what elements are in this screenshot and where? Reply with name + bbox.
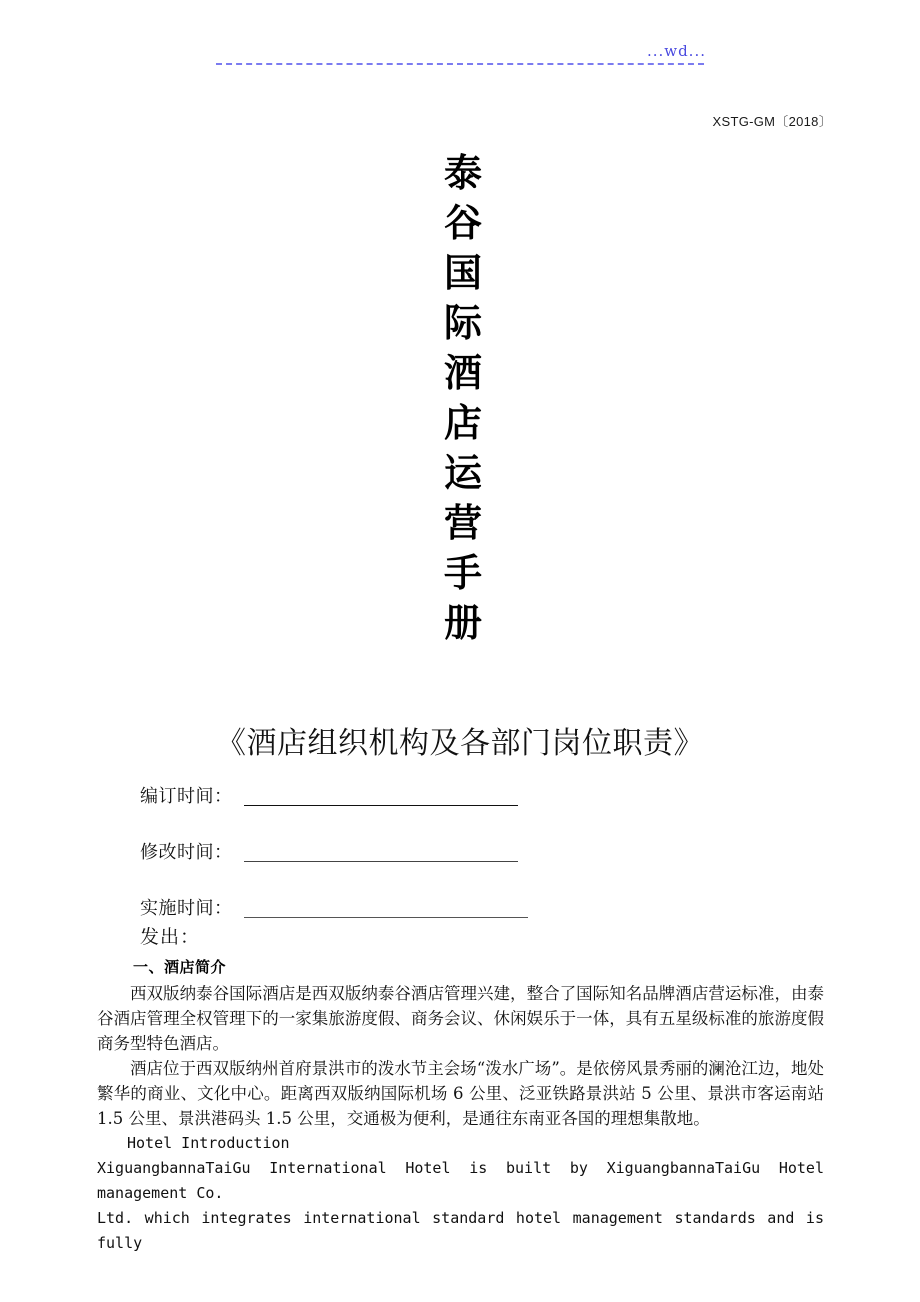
form-row-implementation-date (140, 894, 840, 934)
body-content (97, 956, 824, 1256)
english-line-2-text: Ltd. which integrates international standard hotel management standards and is fully (97, 1209, 824, 1252)
title-char: 营 (443, 501, 482, 545)
english-paragraph-line-2 (97, 1206, 824, 1256)
cover-subtitle: 《酒店组织机构及各部门岗位职责》 (216, 726, 704, 761)
watermark-dashed-rule (216, 63, 704, 65)
title-char: 际 (443, 301, 482, 345)
title-char: 店 (443, 401, 482, 445)
watermark-bar (216, 42, 706, 72)
form-rule-implementation-date[interactable] (244, 917, 528, 918)
form-fields-block (140, 782, 840, 950)
cover-vertical-title (0, 148, 920, 648)
title-char: 册 (443, 601, 482, 645)
english-section-heading: Hotel Introduction (127, 1134, 290, 1152)
title-char: 酒 (443, 351, 482, 395)
issued-label: 发出： (140, 926, 201, 948)
form-rule-compilation-date[interactable] (244, 805, 518, 806)
english-paragraph-line-1: XiguangbannaTaiGu International Hotel is built by XiguangbannaTaiGu Hotel management Co. (97, 1159, 824, 1202)
title-char: 手 (443, 551, 482, 595)
watermark-text: ...wd... (646, 42, 706, 60)
title-char: 谷 (443, 201, 482, 245)
title-char: 运 (443, 451, 482, 495)
title-char: 泰 (443, 151, 482, 195)
form-label-compilation-date: 编订时间： (140, 786, 233, 807)
title-char: 国 (443, 251, 482, 295)
form-row-compilation-date (140, 782, 840, 822)
form-rule-revision-date[interactable] (244, 861, 518, 862)
paragraph-hotel-location: 酒店位于西双版纳州首府景洪市的泼水节主会场“泼水广场”。是依傍风景秀丽的澜沧江边，地处繁华的商业、文化中心。距离西双版纳国际机场 6 公里、泛亚铁路景洪站 5 公里、景洪市客运南站 1.5 公里、景洪港码头 1.5 公里，交通极为便利，是通往东南亚各国的理想集散地。 (97, 1059, 824, 1128)
paragraph-hotel-overview: 西双版纳泰谷国际酒店是西双版纳泰谷酒店管理兴建，整合了国际知名品牌酒店营运标准，由泰谷酒店管理全权管理下的一家集旅游度假、商务会议、休闲娱乐于一体，具有五星级标准的旅游度假商务型特色酒店。 (97, 984, 824, 1053)
form-label-revision-date: 修改时间： (140, 842, 233, 863)
form-label-implementation-date: 实施时间： (140, 898, 233, 919)
form-row-revision-date (140, 838, 840, 878)
document-code: XSTG-GM〔2018〕 (712, 114, 832, 129)
section-heading-hotel-intro: 一、酒店简介 (133, 958, 227, 976)
